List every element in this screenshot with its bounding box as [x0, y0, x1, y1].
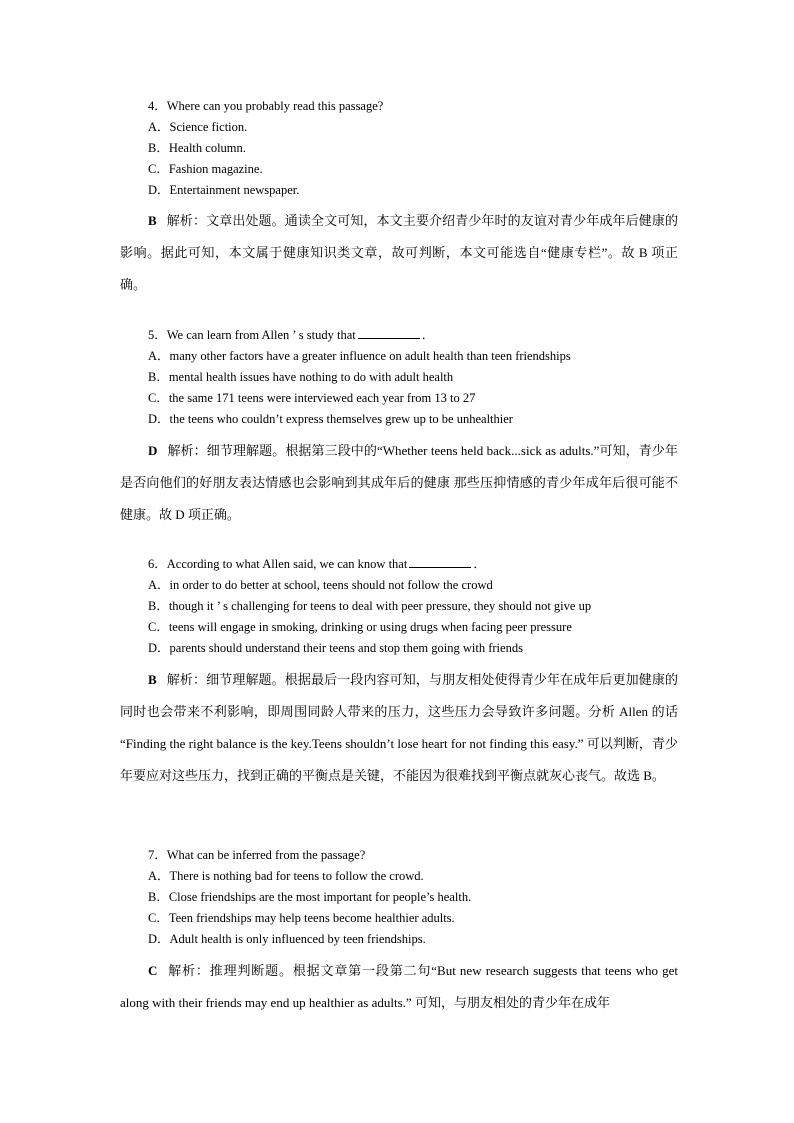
analysis-text: 解析：文章出处题。通读全文可知，本文主要介绍青少年时的友谊对青少年成年后健康的影响。据此可知，本文属于健康知识类文章，故可判断，本文可能选自“健康专栏”。故 B 项正确。	[120, 213, 678, 292]
option-b: B．Health column.	[148, 141, 246, 155]
answer-blank	[358, 326, 420, 339]
answer-letter: C	[148, 963, 158, 978]
analysis-text: 解析：细节理解题。根据最后一段内容可知，与朋友相处使得青少年在成年后更加健康的同时也会带来不利影响，即周围同龄人带来的压力，这些压力会导致许多问题。分析 Allen 的话 “Finding the right balance is the key.Teens shouldn’t lose heart for not finding this easy.” 可以判断，青少年要应对这些压力，找到正确的平衡点是关键，不能因为很难找到平衡点就灰心丧气。故选 B。	[120, 672, 678, 783]
option-d: D．parents should understand their teens and stop them going with friends	[148, 641, 523, 655]
question-stem: 4．Where can you probably read this passage?	[148, 99, 384, 113]
option-d: D．Adult health is only influenced by teen friendships.	[148, 932, 426, 946]
analysis-text: 解析：细节理解题。根据第三段中的“Whether teens held back...sick as adults.”可知，青少年是否向他们的好朋友表达情感也会影响到其成年后的健康 那些压抑情感的青少年成年后很可能不健康。故 D 项正确。	[120, 443, 678, 522]
question-stem-text: 5．We can learn from Allen ’ s study that	[148, 328, 356, 342]
question-stem	[148, 554, 688, 575]
option-list	[148, 866, 688, 950]
option-a: A．many other factors have a greater influence on adult health than teen friendships	[148, 349, 571, 363]
option-c: C．teens will engage in smoking, drinking or using drugs when facing peer pressure	[148, 620, 572, 634]
question-stem-end: ．	[421, 328, 435, 342]
option-list	[148, 346, 688, 430]
answer-analysis-7	[120, 955, 678, 1019]
answer-letter: B	[148, 672, 157, 687]
option-b: B．though it ’ s challenging for teens to deal with peer pressure, they should not give up	[148, 599, 592, 613]
option-b: B．mental health issues have nothing to do with adult health	[148, 370, 454, 384]
question-stem	[148, 325, 688, 346]
question-4	[148, 96, 688, 201]
answer-analysis-6	[120, 664, 678, 792]
answer-blank	[409, 555, 471, 568]
question-stem-text: 6．According to what Allen said, we can know that	[148, 557, 408, 571]
answer-letter: D	[148, 443, 158, 458]
option-a: A．Science fiction.	[148, 120, 248, 134]
option-a: A．in order to do better at school, teens should not follow the crowd	[148, 578, 493, 592]
option-c: C．Fashion magazine.	[148, 162, 263, 176]
question-6	[148, 554, 688, 659]
option-list	[148, 117, 688, 201]
answer-analysis-4	[120, 205, 678, 301]
question-stem-end: ．	[473, 557, 486, 571]
option-a: A．There is nothing bad for teens to follow the crowd.	[148, 869, 424, 883]
option-list	[148, 575, 688, 659]
option-c: C．Teen friendships may help teens become healthier adults.	[148, 911, 455, 925]
answer-analysis-5	[120, 435, 678, 531]
question-stem: 7．What can be inferred from the passage?	[148, 848, 366, 862]
option-c: C．the same 171 teens were interviewed each year from 13 to 27	[148, 391, 476, 405]
question-7	[148, 845, 688, 950]
option-d: D．Entertainment newspaper.	[148, 183, 300, 197]
question-5	[148, 325, 688, 430]
option-b: B．Close friendships are the most important for people’s health.	[148, 890, 472, 904]
option-d: D．the teens who couldn’t express themselves grew up to be unhealthier	[148, 412, 513, 426]
analysis-text: 解析：推理判断题。根据文章第一段第二句“But new research suggests that teens who get along with their friends may end up healthier as adults.” 可知，与朋友相处的青少年在成年	[120, 963, 678, 1010]
answer-letter: B	[148, 213, 157, 228]
